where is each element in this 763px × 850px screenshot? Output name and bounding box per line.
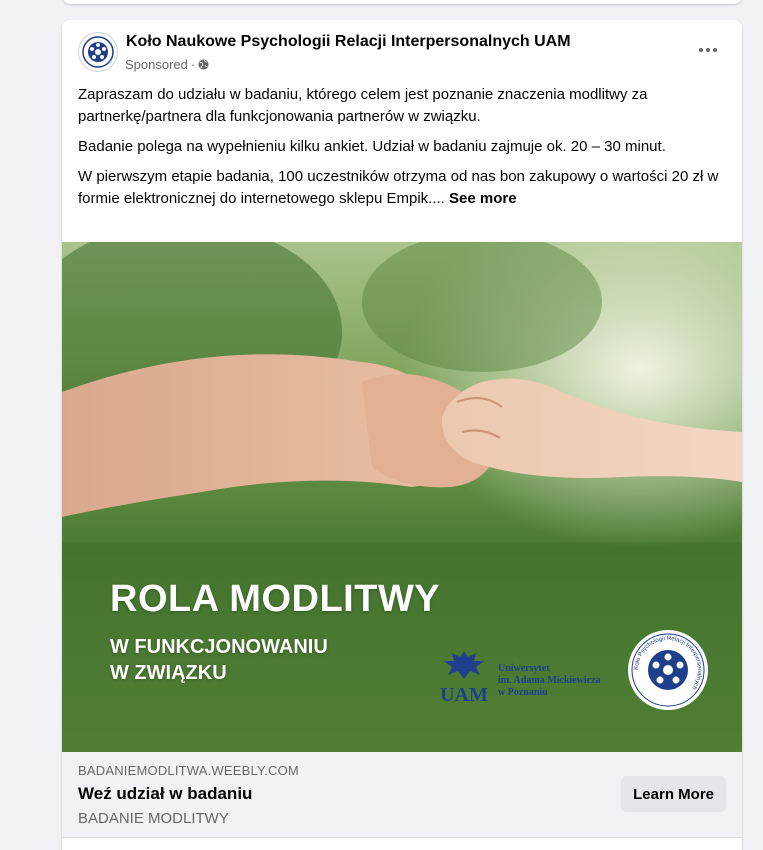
uam-line-2: im. Adama Mickiewicza xyxy=(498,675,601,686)
club-badge-icon xyxy=(630,632,706,708)
image-subline-2: W ZWIĄZKU xyxy=(110,662,227,684)
post-meta xyxy=(125,57,209,72)
previous-post-edge xyxy=(62,0,742,4)
image-subline xyxy=(110,634,328,686)
page-name-link[interactable]: Koło Naukowe Psychologii Relacji Interpersonalnych UAM xyxy=(126,33,571,50)
link-title[interactable]: Weź udział w badaniu xyxy=(78,784,253,803)
club-badge-text: Koło Psychologii Relacji Interpersonalnych xyxy=(633,635,703,691)
uam-line-3: w Poznaniu xyxy=(498,687,548,698)
link-preview[interactable] xyxy=(62,752,742,838)
image-headline: ROLA MODLITWY xyxy=(110,578,441,620)
link-description: BADANIE MODLITWY xyxy=(78,810,229,827)
post-header xyxy=(62,20,742,80)
sponsored-label[interactable]: Sponsored xyxy=(125,57,188,72)
post-paragraph-1: Zapraszam do udziału w badaniu, którego celem jest poznanie znaczenia modlitwy za partnerkę/partnera dla funkcjonowania partnerów w związku. xyxy=(78,86,648,125)
globe-icon xyxy=(198,59,209,70)
image-subline-1: W FUNKCJONOWANIU xyxy=(110,636,328,658)
see-more-link[interactable]: See more xyxy=(449,190,517,207)
more-options-icon[interactable] xyxy=(690,36,726,64)
ad-image[interactable] xyxy=(62,242,742,752)
page-avatar[interactable] xyxy=(78,32,118,72)
post-paragraph-3 xyxy=(78,166,726,210)
meta-separator: · xyxy=(190,57,196,72)
club-badge xyxy=(628,630,708,710)
uam-logo xyxy=(436,647,626,707)
post-paragraph-2: Badanie polega na wypełnieniu kilku ankiet. Udział w badaniu zajmuje ok. 20 – 30 minut. xyxy=(78,138,666,155)
learn-more-button[interactable]: Learn More xyxy=(621,776,726,812)
post-text xyxy=(62,80,742,210)
uam-line-1: Uniwersytet xyxy=(498,663,550,674)
link-domain[interactable]: BADANIEMODLITWA.WEEBLY.COM xyxy=(78,763,299,778)
uam-monogram: UAM xyxy=(440,684,488,706)
club-logo-icon xyxy=(81,35,115,69)
sponsored-post xyxy=(62,20,742,850)
post-paragraph-3-text: W pierwszym etapie badania, 100 uczestników otrzyma od nas bon zakupowy o wartości 20 zł w formie elektronicznej do internetowego sklepu Empik.... xyxy=(78,168,719,207)
uam-name xyxy=(498,663,600,699)
uam-eagle-icon xyxy=(436,647,492,707)
